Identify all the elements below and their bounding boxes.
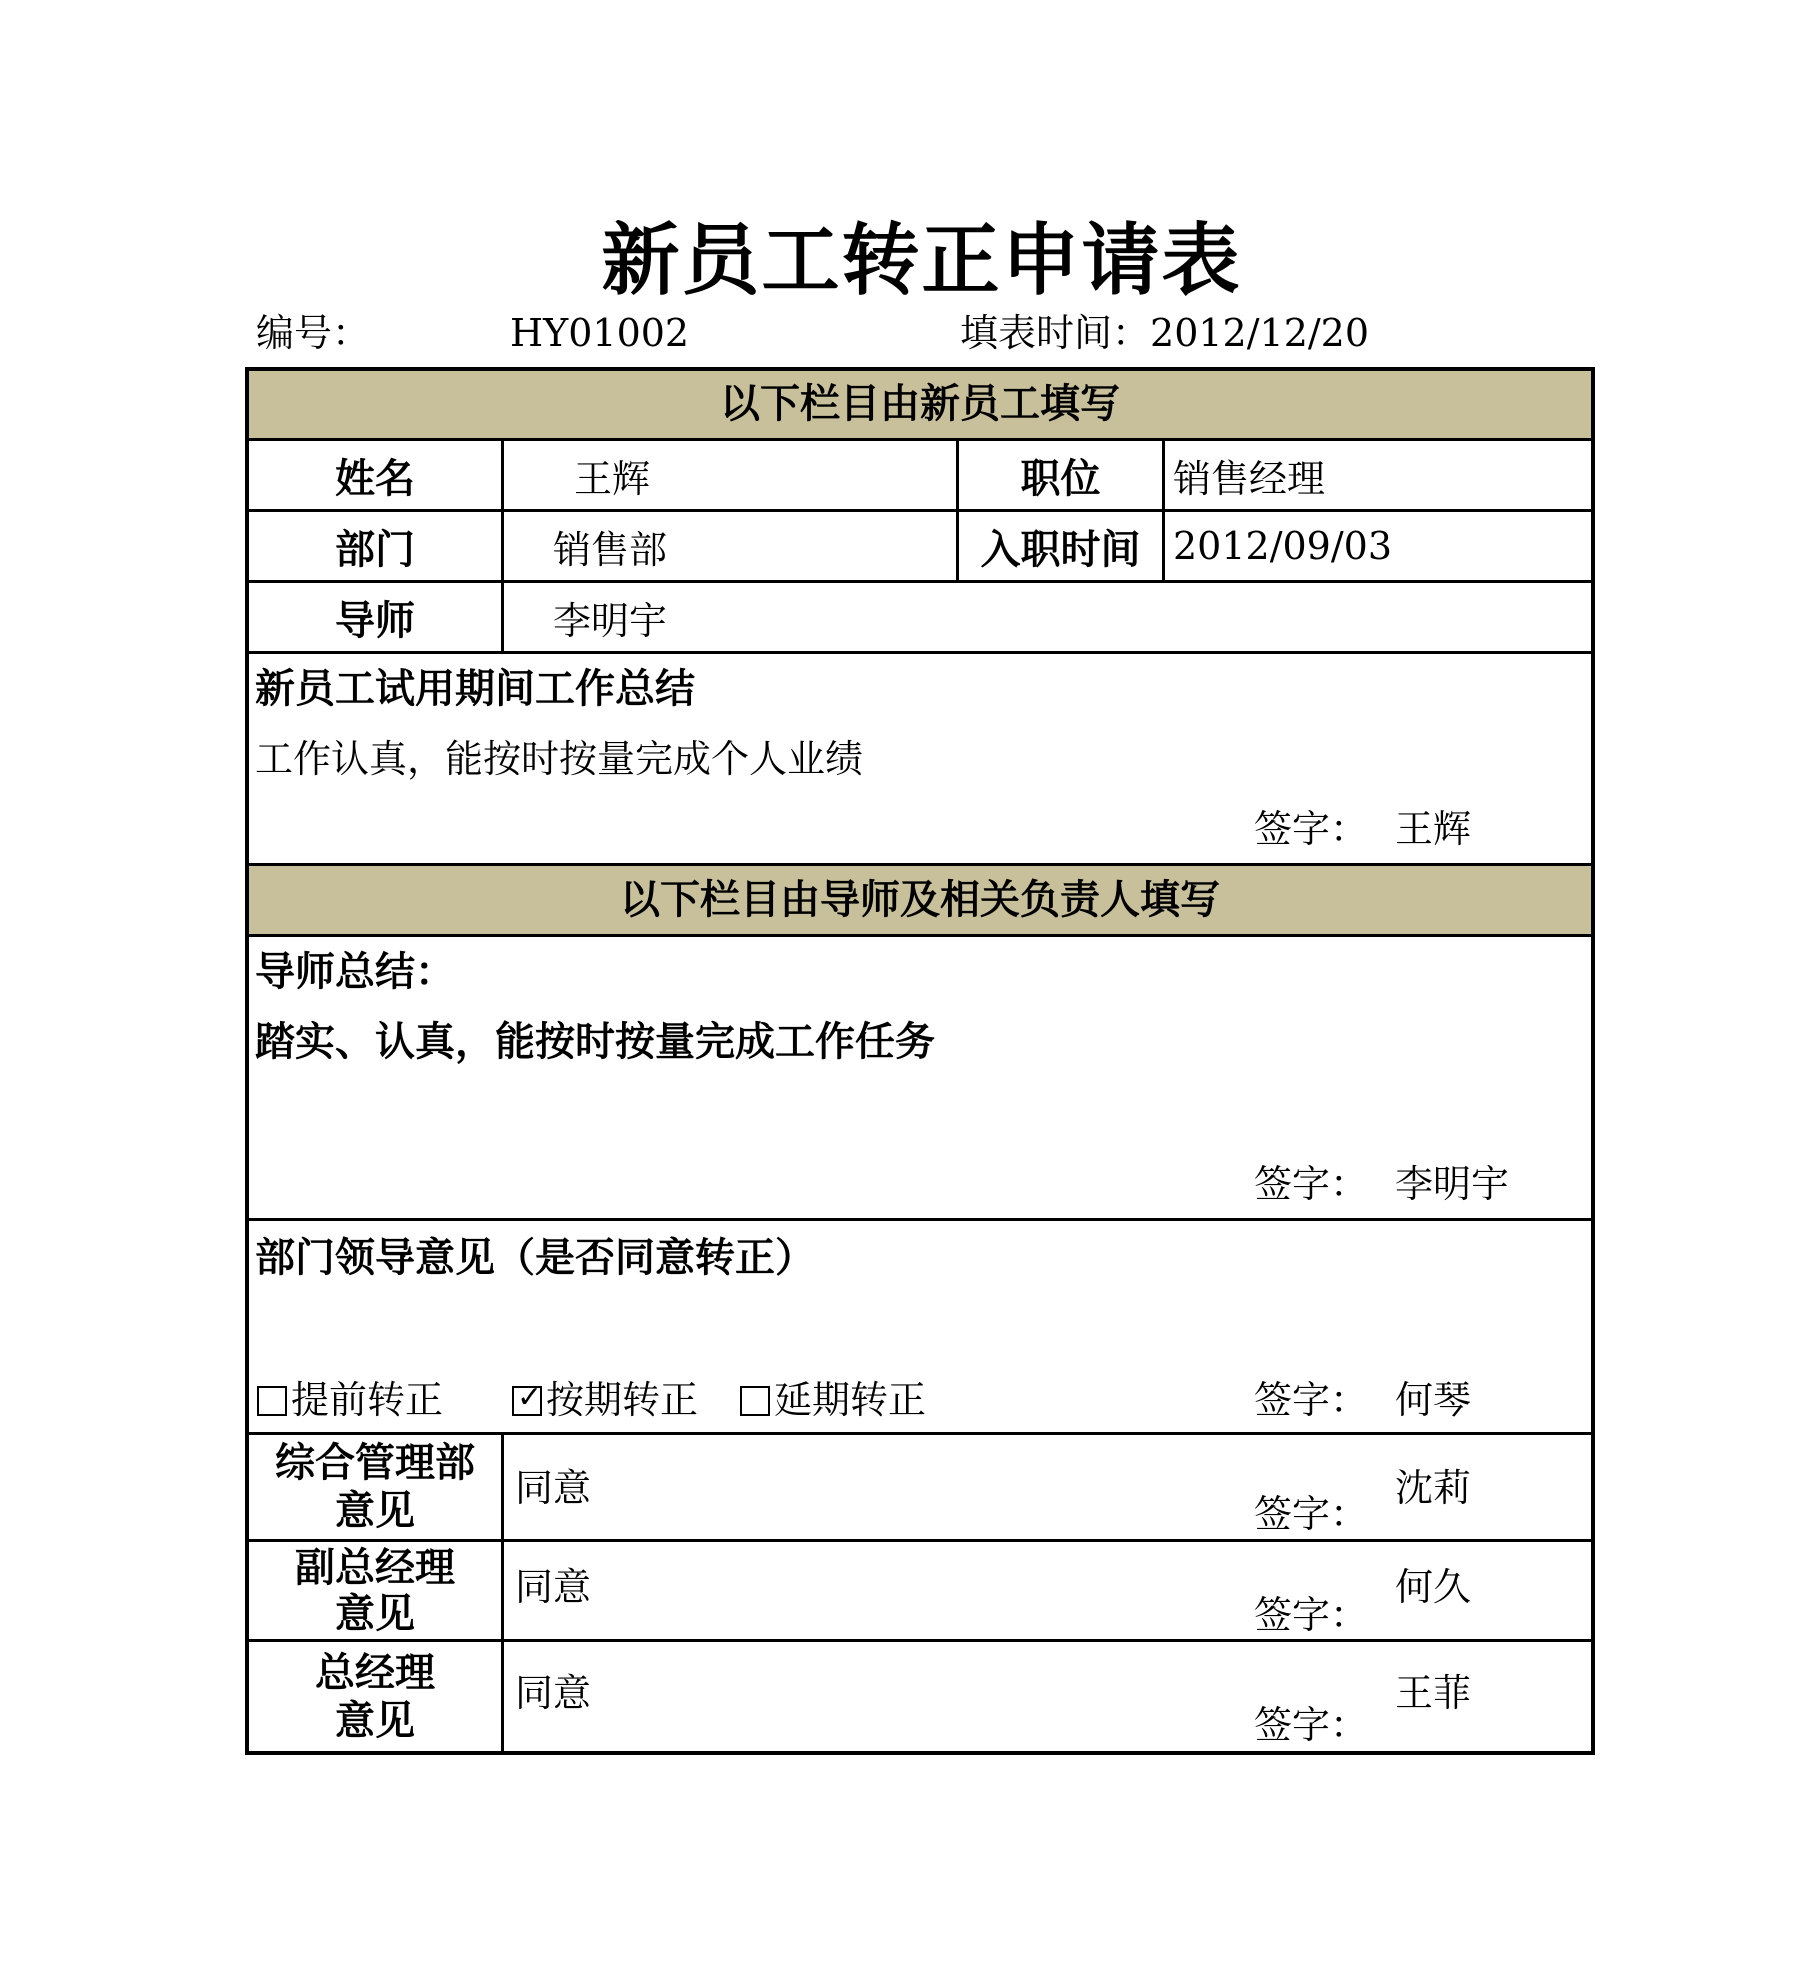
dept-leader-title: 部门领导意见（是否同意转正） bbox=[255, 1235, 815, 1281]
approval-opinion-vice-gm[interactable]: 同意 bbox=[515, 1565, 592, 1609]
approval-row-vice-gm bbox=[249, 1542, 1591, 1642]
mentor-section-header: 以下栏目由导师及相关负责人填写 bbox=[249, 866, 1591, 937]
approval-sign-name-admin[interactable]: 沈莉 bbox=[1395, 1466, 1472, 1510]
option-early-label: 提前转正 bbox=[291, 1378, 444, 1422]
form-title: 新员工转正申请表 bbox=[601, 216, 1242, 306]
application-form-table bbox=[245, 367, 1595, 1755]
mentor-value[interactable]: 李明宇 bbox=[553, 598, 668, 643]
option-delay[interactable] bbox=[740, 1375, 926, 1425]
fill-date[interactable] bbox=[960, 308, 1369, 358]
name-label: 姓名 bbox=[249, 441, 504, 509]
approval-label-gm bbox=[249, 1642, 504, 1751]
dept-leader-sign-name[interactable]: 何琴 bbox=[1395, 1378, 1472, 1422]
employee-summary-text[interactable]: 工作认真，能按时按量完成个人业绩 bbox=[255, 737, 864, 781]
mentor-sign-label: 签字： bbox=[1254, 1162, 1369, 1206]
approval-label-vice-gm bbox=[249, 1542, 504, 1639]
employee-sign-name[interactable]: 王辉 bbox=[1395, 807, 1472, 851]
dept-value[interactable]: 销售部 bbox=[504, 512, 959, 580]
employee-summary-block bbox=[249, 654, 1591, 866]
mentor-label: 导师 bbox=[249, 583, 504, 651]
employee-section-header: 以下栏目由新员工填写 bbox=[249, 371, 1591, 441]
dept-leader-block bbox=[249, 1221, 1591, 1435]
approval-sign-label-gm: 签字： bbox=[1254, 1703, 1369, 1747]
option-early[interactable] bbox=[257, 1375, 443, 1425]
join-date-label: 入职时间 bbox=[959, 512, 1165, 580]
approval-row-gm bbox=[249, 1642, 1591, 1751]
number-label: 编号： bbox=[256, 311, 371, 355]
option-delay-label: 延期转正 bbox=[774, 1378, 927, 1422]
name-value[interactable]: 王辉 bbox=[504, 441, 959, 509]
mentor-summary-title: 导师总结： bbox=[255, 949, 455, 995]
approval-label-gm-line1: 总经理 bbox=[315, 1649, 435, 1696]
mentor-summary-block bbox=[249, 937, 1591, 1221]
checkbox-early[interactable] bbox=[257, 1386, 287, 1416]
approval-sign-name-gm[interactable]: 王菲 bbox=[1395, 1671, 1472, 1715]
employee-summary-title: 新员工试用期间工作总结 bbox=[255, 666, 695, 712]
fill-date-value[interactable]: 2012/12/20 bbox=[1150, 311, 1370, 355]
approval-label-admin bbox=[249, 1435, 504, 1539]
mentor-summary-text[interactable]: 踏实、认真，能按时按量完成工作任务 bbox=[255, 1019, 935, 1065]
approval-label-vice-gm-line1: 副总经理 bbox=[295, 1544, 455, 1591]
mentor-sign-name[interactable]: 李明宇 bbox=[1395, 1162, 1510, 1206]
approval-label-admin-line1: 综合管理部 bbox=[275, 1440, 475, 1486]
approval-sign-label-vice-gm: 签字： bbox=[1254, 1593, 1369, 1637]
dept-join-row bbox=[249, 512, 1591, 583]
position-label: 职位 bbox=[959, 441, 1165, 509]
option-on-time-label: 按期转正 bbox=[546, 1378, 699, 1422]
approval-sign-label-admin: 签字： bbox=[1254, 1492, 1369, 1536]
option-on-time[interactable] bbox=[512, 1375, 698, 1425]
checkbox-on-time[interactable] bbox=[512, 1380, 543, 1416]
approval-label-gm-line2: 意见 bbox=[335, 1697, 415, 1744]
number-value[interactable]: HY01002 bbox=[510, 311, 690, 355]
approval-opinion-admin[interactable]: 同意 bbox=[515, 1466, 592, 1510]
checkmark-icon: ✓ bbox=[517, 1380, 543, 1415]
checkbox-delay[interactable] bbox=[740, 1386, 770, 1416]
name-position-row bbox=[249, 441, 1591, 512]
approval-label-vice-gm-line2: 意见 bbox=[335, 1590, 415, 1637]
fill-date-label: 填表时间： bbox=[960, 311, 1151, 355]
mentor-row bbox=[249, 583, 1591, 654]
approval-opinion-gm[interactable]: 同意 bbox=[515, 1671, 592, 1715]
position-value[interactable]: 销售经理 bbox=[1173, 456, 1326, 501]
employee-sign-label: 签字： bbox=[1254, 807, 1369, 851]
join-date-value[interactable]: 2012/09/03 bbox=[1173, 524, 1393, 568]
dept-label: 部门 bbox=[249, 512, 504, 580]
approval-sign-name-vice-gm[interactable]: 何久 bbox=[1395, 1565, 1472, 1609]
dept-leader-sign-label: 签字： bbox=[1254, 1378, 1369, 1422]
approval-row-admin bbox=[249, 1435, 1591, 1542]
approval-label-admin-line2: 意见 bbox=[335, 1488, 415, 1534]
